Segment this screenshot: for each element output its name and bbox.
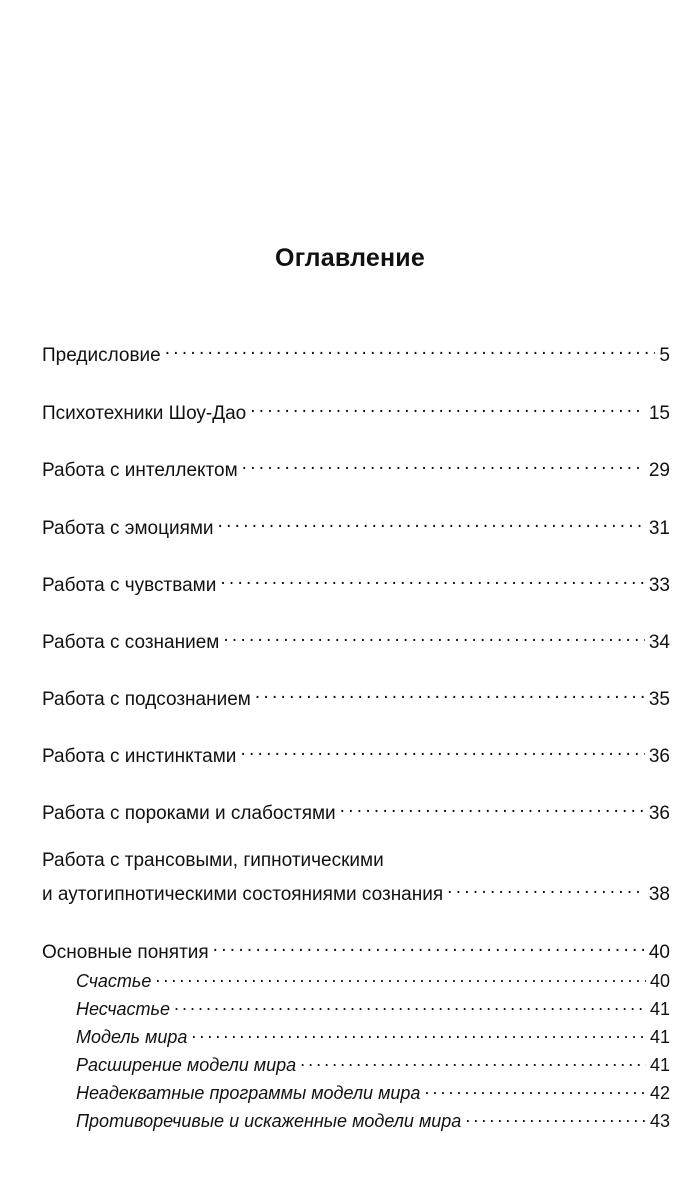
toc-entry-label: Работа с интеллектом: [42, 460, 238, 481]
toc-entry-label: Работа с пороками и слабостями: [42, 803, 336, 824]
toc-entry-label: Основные понятия: [42, 942, 209, 963]
toc-subentry-unhappiness[interactable]: [76, 991, 670, 1020]
toc-subentry-label: Противоречивые и искаженные модели мира: [76, 1111, 462, 1131]
dot-leader: [340, 795, 645, 819]
toc-entry-label: Работа с инстинктами: [42, 746, 237, 767]
toc-page-number: 31: [648, 518, 670, 539]
toc-entry-vices[interactable]: [42, 795, 670, 826]
toc-entry-preface[interactable]: [42, 337, 670, 368]
toc-entry-label: и аутогипнотическими состояниями сознания: [42, 884, 444, 905]
toc-page-number: 40: [649, 971, 670, 991]
toc-entry-label: Работа с эмоциями: [42, 518, 214, 539]
dot-leader: [447, 876, 645, 900]
toc-page-number: 36: [648, 746, 670, 767]
toc-subentry-label: Неадекватные программы модели мира: [76, 1083, 421, 1103]
dot-leader: [191, 1019, 646, 1043]
toc-subentry-model-expansion[interactable]: [76, 1047, 670, 1076]
toc-entry-trance[interactable]: [42, 876, 670, 907]
toc-page-number: 34: [648, 632, 670, 653]
dot-leader: [240, 738, 644, 762]
toc-entry-subconscious[interactable]: [42, 681, 670, 712]
dot-leader: [300, 1047, 646, 1071]
toc-entry-basic-concepts[interactable]: [42, 934, 670, 965]
toc-entry-consciousness[interactable]: [42, 624, 670, 655]
toc-page-number: 5: [659, 345, 670, 366]
dot-leader: [220, 567, 645, 591]
toc-page-number: 41: [649, 1055, 670, 1075]
dot-leader: [250, 395, 645, 419]
dot-leader: [242, 452, 645, 476]
toc-entry-instincts[interactable]: [42, 738, 670, 769]
dot-leader: [213, 934, 645, 958]
toc-entry-psychotechniques[interactable]: [42, 395, 670, 426]
toc-page-number: 38: [648, 884, 670, 905]
dot-leader: [465, 1103, 646, 1127]
toc-subentry-label: Счастье: [76, 971, 152, 991]
toc-subentry-label: Расширение модели мира: [76, 1055, 297, 1075]
dot-leader: [218, 510, 645, 534]
toc-page-number: 40: [648, 942, 670, 963]
dot-leader: [165, 337, 656, 361]
toc-entry-label: Предисловие: [42, 345, 161, 366]
toc-page-number: 42: [649, 1083, 670, 1103]
toc-entry-intellect[interactable]: [42, 452, 670, 483]
toc-page-number: 41: [649, 1027, 670, 1047]
toc-subentry-world-model[interactable]: [76, 1019, 670, 1048]
toc-subentry-label: Несчастье: [76, 999, 171, 1019]
toc-page-number: 29: [648, 460, 670, 481]
toc-entry-emotions[interactable]: [42, 510, 670, 541]
toc-page-number: 41: [649, 999, 670, 1019]
page-title: Оглавление: [275, 244, 425, 272]
toc-page-number: 15: [648, 403, 670, 424]
dot-leader: [223, 624, 645, 648]
toc-entry-label: Работа с подсознанием: [42, 689, 251, 710]
dot-leader: [174, 991, 646, 1015]
toc-page-number: 36: [648, 803, 670, 824]
dot-leader: [155, 963, 646, 987]
toc-entry-feelings[interactable]: [42, 567, 670, 598]
toc-subentry-contradictory-models[interactable]: [76, 1103, 670, 1132]
toc-subentry-inadequate-programs[interactable]: [76, 1075, 670, 1104]
toc-page-number: 35: [648, 689, 670, 710]
toc-entry-label: Психотехники Шоу-Дао: [42, 403, 247, 424]
dot-leader: [255, 681, 645, 705]
toc-entry-label: Работа с чувствами: [42, 575, 217, 596]
toc-page-number: 43: [649, 1111, 670, 1131]
toc-subentry-label: Модель мира: [76, 1027, 188, 1047]
toc-entry-trance-line1[interactable]: Работа с трансовыми, гипнотическими: [42, 850, 384, 871]
dot-leader: [424, 1075, 646, 1099]
toc-page-number: 33: [648, 575, 670, 596]
toc-subentry-happiness[interactable]: [76, 963, 670, 992]
toc-entry-label: Работа с сознанием: [42, 632, 220, 653]
